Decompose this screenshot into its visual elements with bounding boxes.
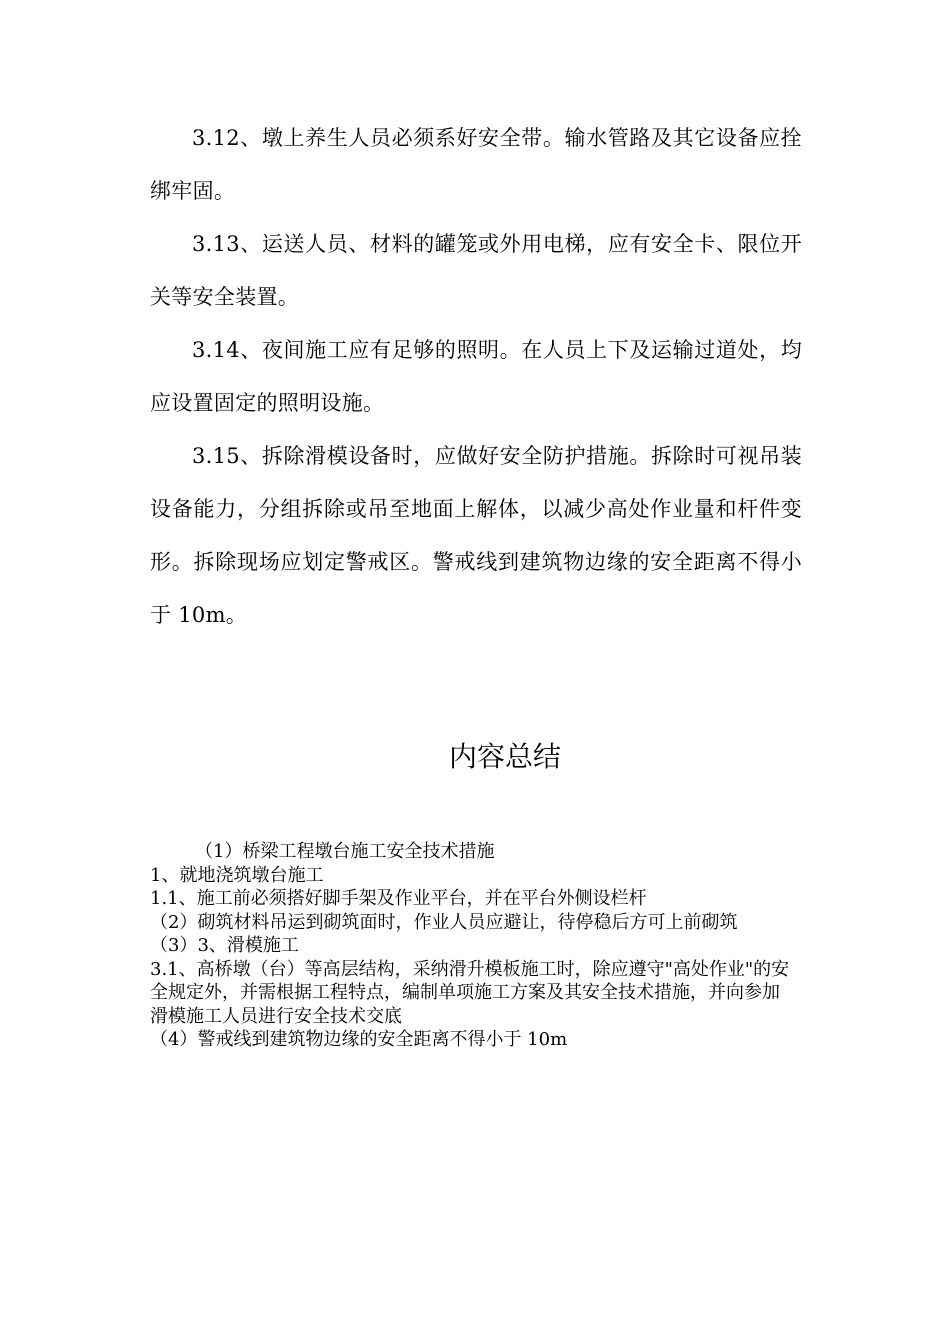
summary-line: 3.1、高桥墩（台）等高层结构，采纳滑升模板施工时，除应遵守"高处作业"的安全规定外，并需根据工程特点，编制单项施工方案及其安全技术措施，并向参加滑模施工人员进行安全技术交底 [150,958,790,1027]
summary-line: （4）警戒线到建筑物边缘的安全距离不得小于 10m [150,1029,568,1050]
summary-line: （1）桥梁工程墩台施工安全技术措施 [195,841,495,862]
summary-line: 1.1、施工前必须搭好脚手架及作业平台，并在平台外侧设栏杆 [150,888,647,909]
summary-line: （2）砌筑材料吊运到砌筑面时，作业人员应避让，待停稳后方可上前砌筑 [150,911,738,933]
summary-content [150,840,790,1052]
body-text [150,112,802,642]
summary-line: （3）3、滑模施工 [150,935,299,956]
paragraph-3-15: 3.15、拆除滑模设备时，应做好安全防护措施。拆除时可视吊装设备能力，分组拆除或吊至地面上解体，以减少高处作业量和杆件变形。拆除现场应划定警戒区。警戒线到建筑物边缘的安全距离不得小于 10m。 [150,444,802,627]
paragraph-3-12: 3.12、墩上养生人员必须系好安全带。输水管路及其它设备应拴绑牢固。 [150,126,802,203]
summary-title: 内容总结 [448,740,561,773]
paragraph-3-13: 3.13、运送人员、材料的罐笼或外用电梯，应有安全卡、限位开关等安全装置。 [150,232,802,309]
paragraph-3-14: 3.14、夜间施工应有足够的照明。在人员上下及运输过道处，均应设置固定的照明设施。 [150,338,802,415]
summary-line: 1、就地浇筑墩台施工 [150,864,324,886]
